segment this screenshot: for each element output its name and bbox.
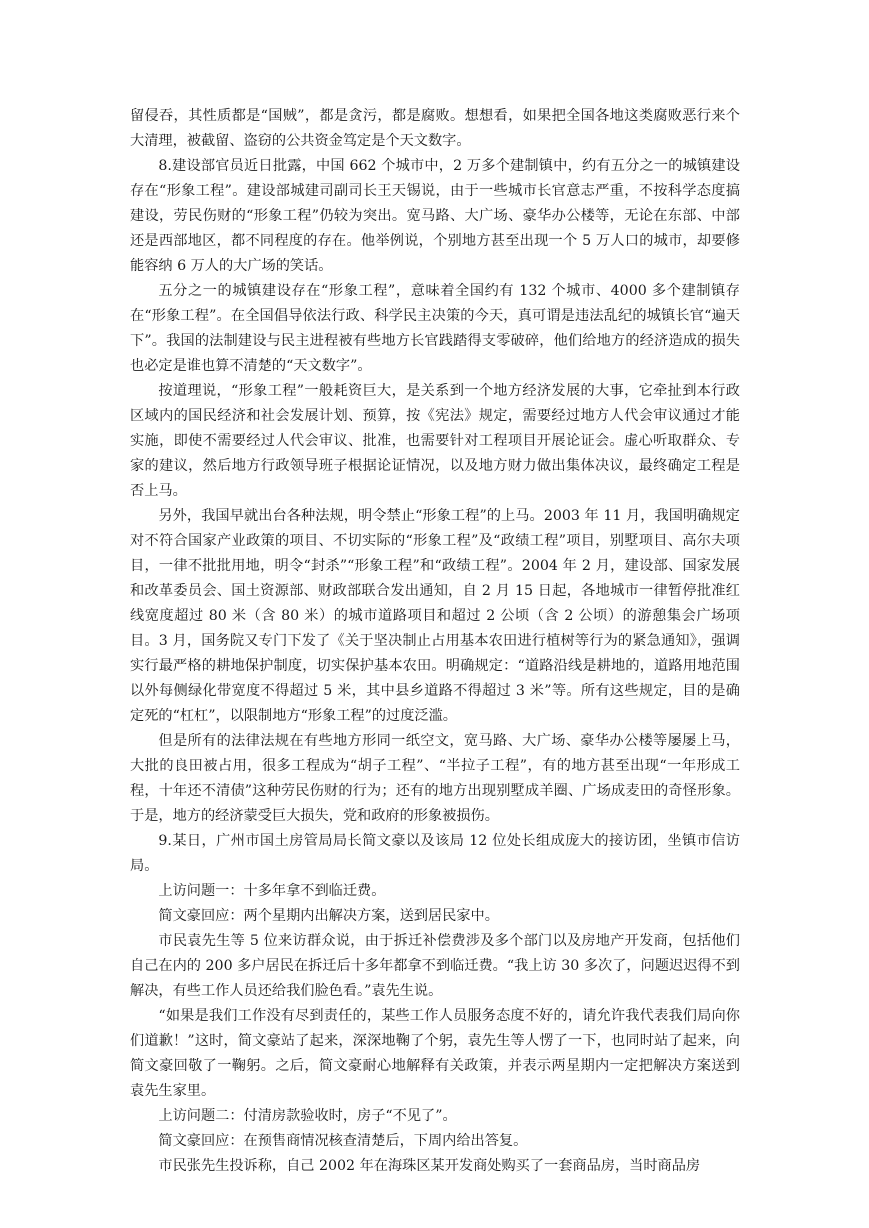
document-body <box>130 104 740 1179</box>
paragraph: 另外，我国早就出台各种法规，明令禁止“形象工程”的上马。2003 年 11 月，我国明确规定对不符合国家产业政策的项目、不切实际的“形象工程”及“政绩工程”项目，别墅项目、高尔夫项目，一律不批批用地，明令“封杀”“形象工程”和“政绩工程”。2004 年 2 月，建设部、国家发展和改革委员会、国土资源部、财政部联合发出通知，自 2 月 15 日起，各地城市一律暂停批准红线宽度超过 80 米（含 80 米）的城市道路项目和超过 2 公顷（含 2 公顷）的游憩集会广场项目。3 月，国务院又专门下发了《关于坚决制止占用基本农田进行植树等行为的紧急通知》，强调实行最严格的耕地保护制度，切实保护基本农田。明确规定：“道路沿线是耕地的，道路用地范围以外每侧绿化带宽度不得超过 5 米，其中县乡道路不得超过 3 米”等。所有这些规定，目的是确定死的“杠杠”，以限制地方“形象工程”的过度泛滥。 <box>130 508 740 724</box>
paragraph-item-9: 9.某日，广州市国土房管局局长简文豪以及该局 12 位处长组成庞大的接访团，坐镇市信访局。 <box>130 833 740 874</box>
paragraph: 五分之一的城镇建设存在“形象工程”，意味着全国约有 132 个城市、4000 多个建制镇存在“形象工程”。在全国倡导依法行政、科学民主决策的今天，真可谓是违法乱纪的城镇长官“遍天下”。我国的法制建设与民主进程被有些地方长官践踏得支零破碎，他们给地方的经济造成的损失也必定是谁也算不清楚的“天文数字”。 <box>130 283 740 374</box>
paragraph: 按道理说，“形象工程”一般耗资巨大，是关系到一个地方经济发展的大事，它牵扯到本行政区域内的国民经济和社会发展计划、预算，按《宪法》规定，需要经过地方人代会审议通过才能实施，即使不需要经过人代会审议、批准，也需要针对工程项目开展论证会。虚心听取群众、专家的建议，然后地方行政领导班子根据论证情况，以及地方财力做出集体决议，最终确定工程是否上马。 <box>130 383 740 499</box>
paragraph: “如果是我们工作没有尽到责任的，某些工作人员服务态度不好的，请允许我代表我们局向你们道歉！”这时，简文豪站了起来，深深地鞠了个躬，袁先生等人愣了一下，也同时站了起来，向简文豪回敬了一鞠躬。之后，简文豪耐心地解释有关政策，并表示两星期内一定把解决方案送到袁先生家里。 <box>130 1008 740 1099</box>
paragraph-truncated: 市民张先生投诉称，自己 2002 年在海珠区某开发商处购买了一套商品房，当时商品房 <box>158 1158 701 1174</box>
petition-issue-2: 上访问题二：付清房款验收时，房子“不见了”。 <box>158 1108 457 1124</box>
paragraph-continued: 留侵吞，其性质都是“国贼”，都是贪污，都是腐败。想想看，如果把全国各地这类腐败恶行来个大清理，被截留、盗窃的公共资金笃定是个天文数字。 <box>130 108 740 149</box>
official-response-1: 简文豪回应：两个星期内出解决方案，送到居民家中。 <box>158 908 499 924</box>
paragraph-item-8: 8.建设部官员近日批露，中国 662 个城市中，2 万多个建制镇中，约有五分之一的城镇建设存在“形象工程”。建设部城建司副司长王天锡说，由于一些城市长官意志严重，不按科学态度搞建设，劳民伤财的“形象工程”仍较为突出。宽马路、大广场、豪华办公楼等，无论在东部、中部还是西部地区，都不同程度的存在。他举例说，个别地方甚至出现一个 5 万人口的城市，却要修能容纳 6 万人的大广场的笑话。 <box>130 158 740 274</box>
paragraph: 但是所有的法律法规在有些地方形同一纸空文，宽马路、大广场、豪华办公楼等屡屡上马，大批的良田被占用，很多工程成为“胡子工程”、“半拉子工程”，有的地方甚至出现“一年形成工程，十年还不清债”这种劳民伤财的行为；还有的地方出现别墅成羊圈、广场成麦田的奇怪形象。于是，地方的经济蒙受巨大损失，党和政府的形象被损伤。 <box>130 733 740 824</box>
petition-issue-1: 上访问题一：十多年拿不到临迁费。 <box>158 883 386 899</box>
paragraph: 市民袁先生等 5 位来访群众说，由于拆迁补偿费涉及多个部门以及房地产开发商，包括他们自己在内的 200 多户居民在拆迁后十多年都拿不到临迁费。“我上访 30 多次了，问题迟迟得不到解决，有些工作人员还给我们脸色看。”袁先生说。 <box>130 933 740 999</box>
official-response-2: 简文豪回应：在预售商情况核查清楚后，下周内给出答复。 <box>158 1133 528 1149</box>
